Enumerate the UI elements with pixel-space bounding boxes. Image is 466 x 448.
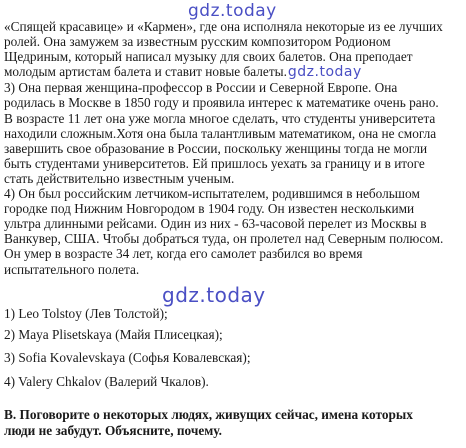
text-line: завершить свое образование в России, поскольку женщины тогда не могли xyxy=(4,140,428,156)
text-line: городке под Нижним Новгородом в 1904 году. Он известен несколькими xyxy=(4,201,415,217)
text-line: В возрасте 11 лет она уже могла многое сделать, что студенты университета xyxy=(4,110,436,126)
watermark-top: gdz.today xyxy=(188,1,277,21)
answer-item: 1) Leo Tolstoy (Лев Толстой); xyxy=(4,306,168,321)
answer-item: 4) Valery Chkalov (Валерий Чкалов). xyxy=(4,374,209,389)
text-line: «Спящей красавице» и «Кармен», где она исполняла некоторые из ее лучших xyxy=(4,19,443,34)
article-text xyxy=(4,19,462,277)
text-line: родилась в Москве в 1850 году и проявила интерес к математике очень рано. xyxy=(4,95,439,111)
text-line: Ванкувер, США. Чтобы добраться туда, он пролетел над Северным полюсом. xyxy=(4,231,444,247)
answer-item: 2) Maya Plisetskaya (Майя Плисецкая); xyxy=(4,327,223,342)
watermark-middle: gdz.today xyxy=(162,283,266,307)
text-line: стать действительно известным ученым. xyxy=(4,170,235,186)
text-line: Он умер в возрасте 34 лет, когда его самолет разбился во время xyxy=(4,246,363,262)
text-line-with-watermark xyxy=(4,64,462,80)
text-line: быть студентами университетов. Ей пришлось уехать за границу и в итоге xyxy=(4,155,425,171)
text-line: 4) Он был российским летчиком-испытателем, родившимся в небольшом xyxy=(4,186,420,202)
text-line: 3) Она первая женщина-профессор в России и Северной Европе. Она xyxy=(4,80,398,96)
answer-item: 3) Sofia Kovalevskaya (Софья Ковалевская); xyxy=(4,350,251,365)
text-line: Щедриным, который написал музыку для своих балетов. Она преподает xyxy=(4,49,413,65)
text-line: находили сложным.Хотя она была талантливым математиком, она не смогла xyxy=(4,125,437,141)
watermark-inline: gdz.today xyxy=(287,64,362,81)
text-line: ультра длинными рейсами. Один из них - 63-часовой перелет из Москвы в xyxy=(4,216,427,232)
text-line: испытательного полета. xyxy=(4,261,140,277)
task-line: люди не забудут. Объясните, почему. xyxy=(4,423,222,438)
text-line: молодым артистам балета и ставит новые балеты. xyxy=(4,64,287,80)
text-line: ролей. Она замужем за известным русским композитором Родионом xyxy=(4,34,391,50)
task-b xyxy=(4,407,462,439)
task-line: B. Поговорите о некоторых людях, живущих сейчас, имена которых xyxy=(4,407,413,422)
